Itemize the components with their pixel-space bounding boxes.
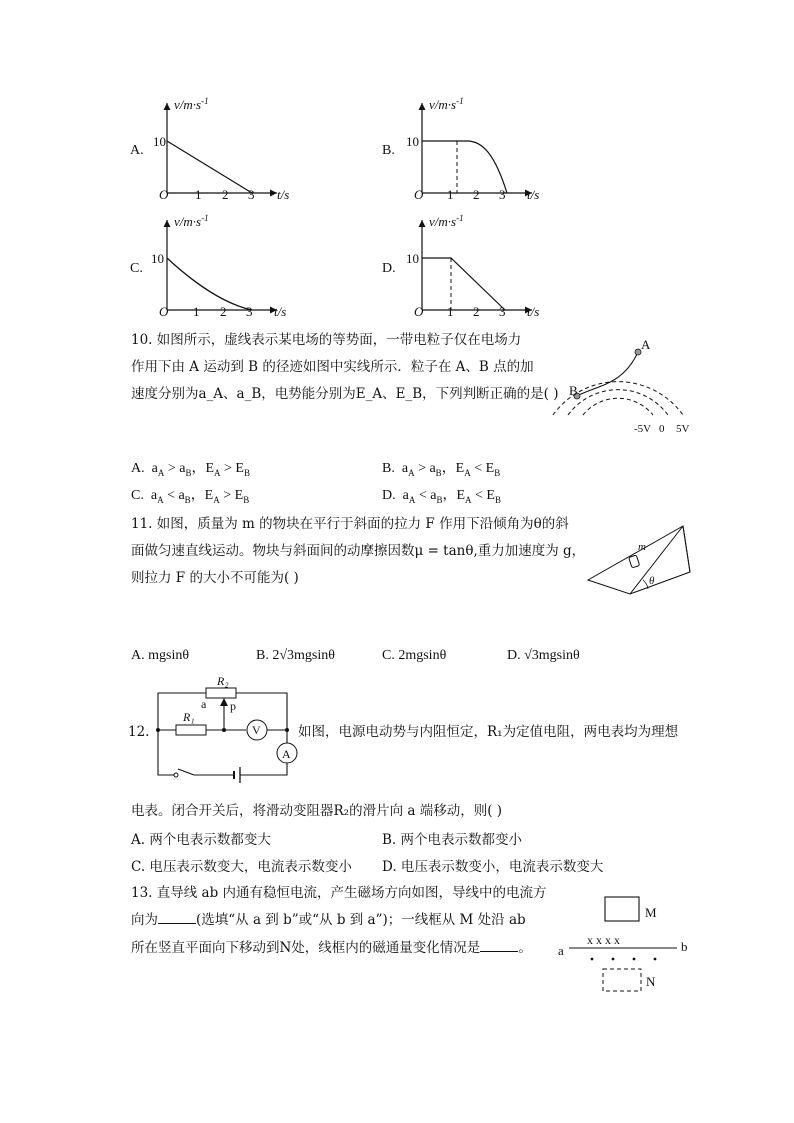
x-tick: 1 xyxy=(193,304,200,319)
x-tick: 3 xyxy=(246,304,253,319)
q9-option-a-label: A. xyxy=(130,143,144,158)
q12-line-2: 电表。闭合开关后，将滑动变阻器R₂的滑片向 a 端移动，则( ) xyxy=(131,803,503,819)
q13-line-3 xyxy=(131,935,532,961)
x-tick: 2 xyxy=(222,187,229,202)
q11-option-a: A. mgsinθ xyxy=(131,648,190,663)
x-tick: 2 xyxy=(220,304,227,319)
field-dot xyxy=(633,958,636,961)
slider-arrow xyxy=(220,698,228,706)
q12-number: 12. xyxy=(128,724,150,740)
q10-line-3: 速度分别为a_A、a_B，电势能分别为E_A、E_B，下列判断正确的是( ) xyxy=(131,386,559,402)
answer-blank-1[interactable] xyxy=(158,911,196,924)
particle-trajectory xyxy=(577,352,638,396)
incline-back xyxy=(683,526,690,572)
q9-option-b-label: B. xyxy=(382,143,395,158)
x-tick: 1 xyxy=(195,187,202,202)
q11-option-c: C. 2mgsinθ xyxy=(382,648,447,663)
equipotential-neg5v xyxy=(583,398,653,415)
x-tick: 3 xyxy=(248,187,255,202)
q13-line-3-end: 。 xyxy=(518,940,532,956)
q13-line-2 xyxy=(131,907,526,933)
q9-option-c-label: C. xyxy=(130,261,143,276)
q9-graph-c xyxy=(140,212,300,322)
velocity-curve xyxy=(422,258,505,310)
q13-line-2-end: (选填“从 a 到 b”或“从 b 到 a”)；一线框从 M 处沿 ab xyxy=(196,912,526,928)
velocity-curve xyxy=(167,141,252,193)
potential-label: -5V xyxy=(634,423,652,435)
y-tick: 10 xyxy=(406,251,419,266)
origin-label: O xyxy=(159,304,169,319)
q10-option-c: C. $a_A < a_B$，$E_A > E_B$ xyxy=(131,488,250,505)
potential-label: 0 xyxy=(659,423,665,435)
field-dot xyxy=(654,958,657,961)
velocity-curve xyxy=(422,141,507,193)
y-tick: 10 xyxy=(151,251,164,266)
potential-label: 5V xyxy=(676,423,690,435)
q12-option-d: D. 电压表示数变小，电流表示数变大 xyxy=(382,859,604,875)
q10-line-1: 10. 如图所示，虚线表示某电场的等势面，一带电粒子仅在电场力 xyxy=(131,332,522,348)
x-axis-label: t/s xyxy=(527,304,540,319)
q11-option-b: B. 2√3mgsinθ xyxy=(256,648,335,663)
field-dot xyxy=(591,958,594,961)
y-tick: 10 xyxy=(406,134,419,149)
frame-n xyxy=(603,969,641,991)
origin-label: O xyxy=(159,187,169,202)
y-axis-label: $v/m\cdot s^{-1}$ xyxy=(174,96,209,112)
q10-option-d: D. $a_A < a_B$，$E_A < E_B$ xyxy=(382,488,501,505)
q11-line-2: 面做匀速直线运动。物块与斜面间的动摩擦因数μ = tanθ,重力加速度为 g， xyxy=(131,543,586,559)
origin-label: O xyxy=(414,304,424,319)
y-tick: 10 xyxy=(153,134,166,149)
q12-line-1: 如图，电源电动势与内阻恒定，R₁为定值电阻，两电表均为理想 xyxy=(298,724,679,740)
y-axis-label: $v/m\cdot s^{-1}$ xyxy=(174,213,209,229)
x-tick: 1 xyxy=(447,187,454,202)
origin-label: O xyxy=(414,187,424,202)
q10-option-a: A. $a_A > a_B$，$E_A > E_B$ xyxy=(131,461,250,478)
x-tick: 3 xyxy=(499,187,506,202)
y-axis-label: $v/m\cdot s^{-1}$ xyxy=(429,96,464,112)
x-tick: 2 xyxy=(473,304,480,319)
switch xyxy=(178,769,194,775)
q13-line-3-start: 所在竖直平面向下移动到N处，线框内的磁通量变化情况是 xyxy=(131,940,481,956)
r2-label: R₂ xyxy=(217,674,229,688)
q10-field-figure xyxy=(548,335,698,435)
x-tick: 3 xyxy=(499,304,506,319)
q12-circuit-figure xyxy=(150,672,300,787)
answer-blank-2[interactable] xyxy=(480,939,518,952)
mass-label: m xyxy=(638,541,646,553)
q9-graph-b xyxy=(395,95,555,205)
q13-line-1: 13. 直导线 ab 内通有稳恒电流，产生磁场方向如图，导线中的电流方 xyxy=(131,885,547,901)
q12-option-a: A. 两个电表示数都变大 xyxy=(131,832,271,848)
resistor-r1 xyxy=(176,725,206,735)
voltmeter-label: V xyxy=(252,723,261,737)
slider-p-label: p xyxy=(230,699,236,713)
x-axis-label: t/s xyxy=(274,304,287,319)
block xyxy=(629,555,640,568)
q9-graph-d xyxy=(395,212,555,322)
r1-label: R₁ xyxy=(183,710,195,724)
y-axis-label: $v/m\cdot s^{-1}$ xyxy=(429,213,464,229)
resistor-r2 xyxy=(206,688,236,698)
q10-line-2: 作用下由 A 运动到 B 的径迹如图中实线所示．粒子在 A、B 点的加 xyxy=(131,359,534,375)
x-tick: 2 xyxy=(473,187,480,202)
wire-a-label: a xyxy=(558,943,564,958)
ammeter-label: A xyxy=(282,747,291,761)
q11-line-3: 则拉力 F 的大小不可能为( ) xyxy=(131,570,299,586)
q9-option-d-label: D. xyxy=(382,261,396,276)
frame-m-label: M xyxy=(645,905,657,920)
x-axis-label: t/s xyxy=(527,187,540,202)
q12-option-b: B. 两个电表示数都变小 xyxy=(382,832,523,848)
point-a-label: A xyxy=(641,337,651,352)
field-crosses: x x x x xyxy=(587,933,620,947)
x-tick: 1 xyxy=(447,304,454,319)
field-dot xyxy=(612,958,615,961)
q13-line-2-start: 向为 xyxy=(131,912,158,928)
q11-line-1: 11. 如图，质量为 m 的物块在平行于斜面的拉力 F 作用下沿倾角为θ的斜 xyxy=(131,516,569,532)
q10-option-b: B. $a_A > a_B$，$E_A < E_B$ xyxy=(382,461,501,478)
frame-m xyxy=(605,897,639,921)
x-axis-label: t/s xyxy=(277,187,290,202)
q12-option-c: C. 电压表示数变大，电流表示数变小 xyxy=(131,859,352,875)
q11-incline-figure xyxy=(585,522,695,602)
q11-option-d: D. √3mgsinθ xyxy=(507,648,580,663)
point-b-label: B xyxy=(569,383,578,398)
frame-n-label: N xyxy=(646,974,656,989)
wire-b-label: b xyxy=(681,939,688,954)
q13-magnetic-figure xyxy=(555,893,695,993)
q9-graph-a xyxy=(140,95,300,205)
angle-label: θ xyxy=(649,575,655,587)
terminal-a-label: a xyxy=(201,697,207,711)
velocity-curve xyxy=(167,258,252,310)
